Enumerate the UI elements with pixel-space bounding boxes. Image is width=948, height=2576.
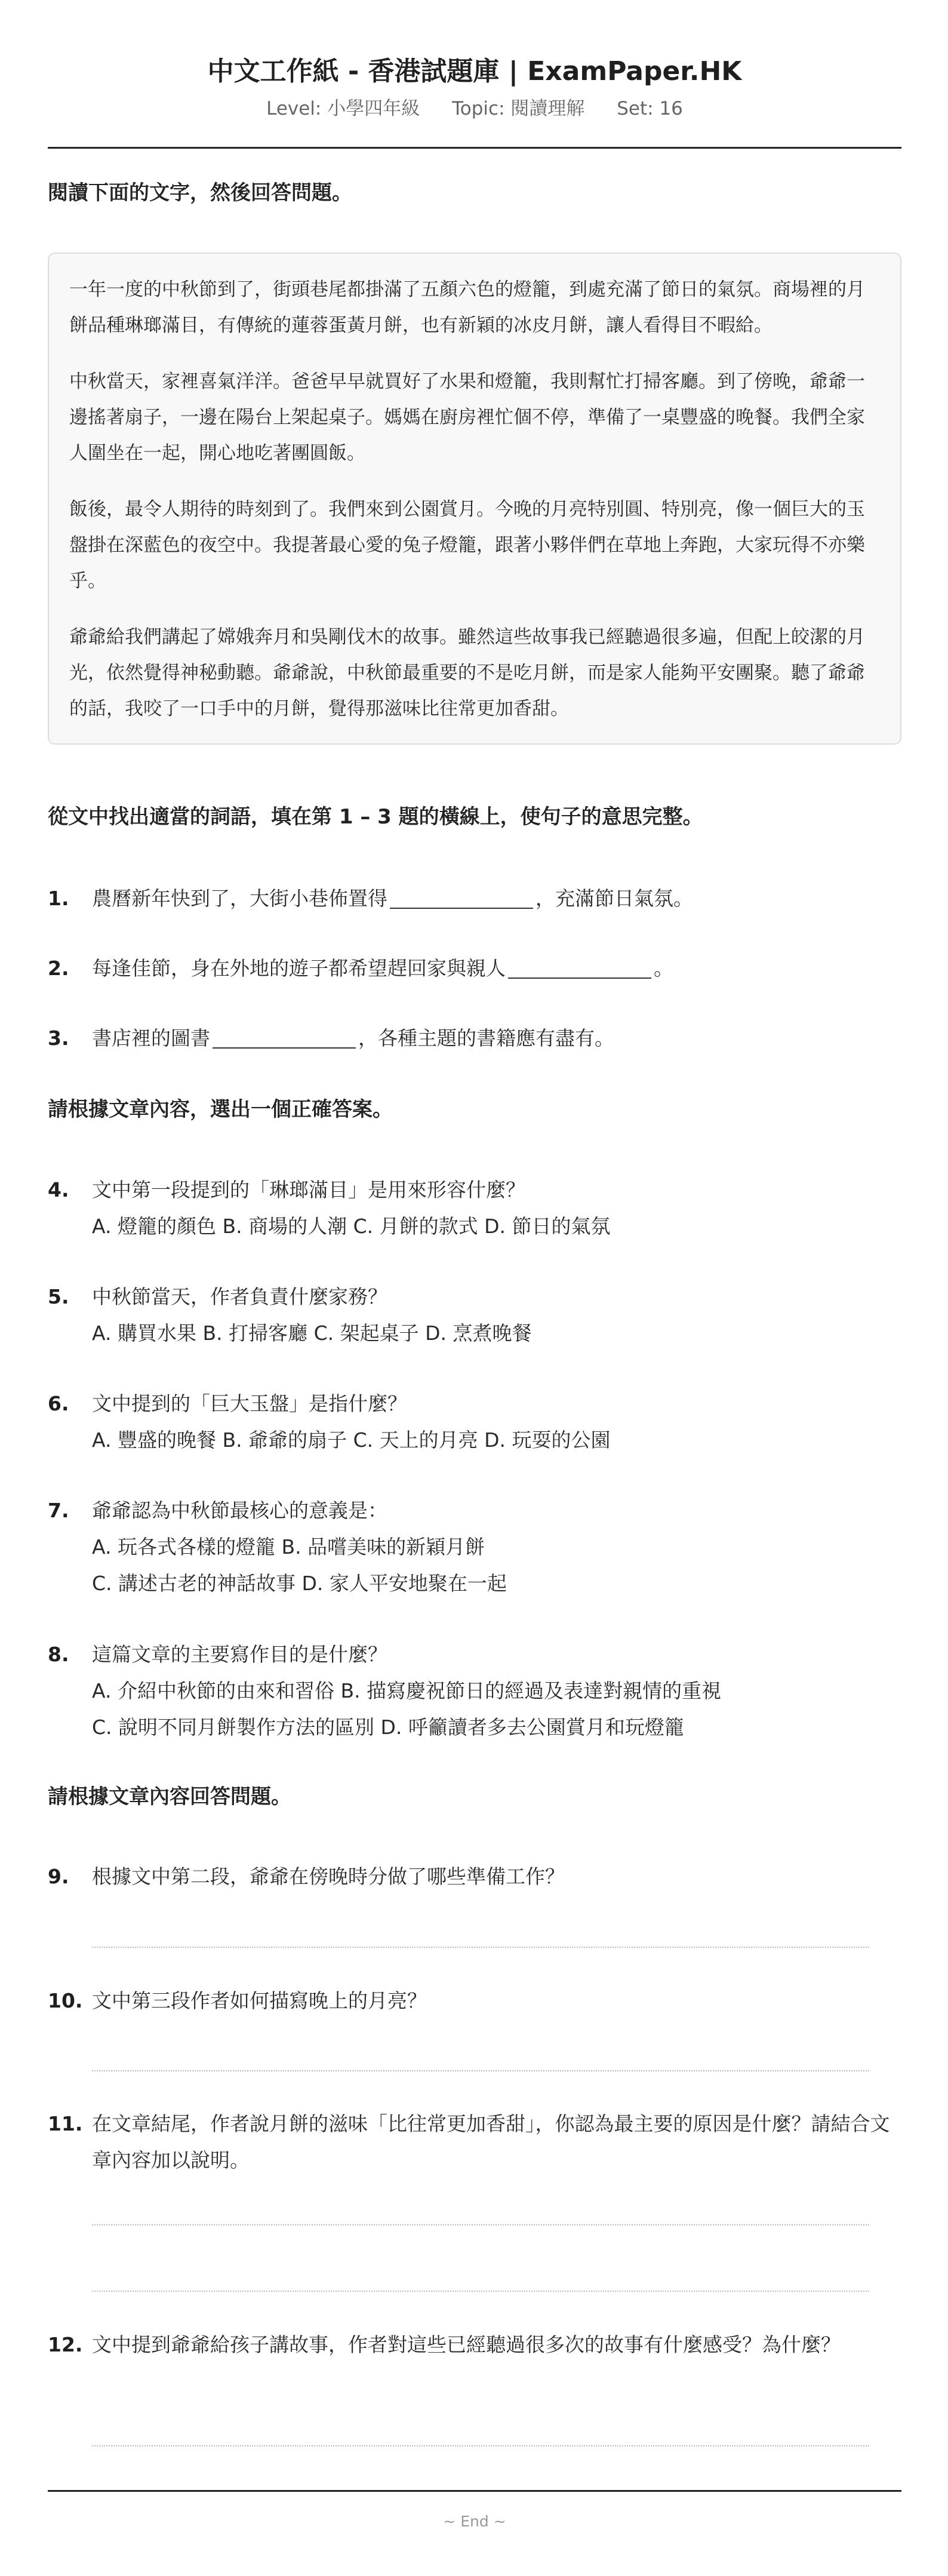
answer-line[interactable] <box>92 1947 869 1948</box>
answer-blank[interactable] <box>390 884 533 909</box>
worksheet-page <box>48 0 901 2530</box>
question-number: 11. <box>48 2112 83 2135</box>
question-text: 在文章結尾，作者說月餅的滋味「比往常更加香甜」，你認為最主要的原因是什麼？請結合文章內容加以說明。 <box>92 2112 890 2172</box>
answer-line[interactable] <box>92 2291 869 2292</box>
header-divider <box>48 147 901 149</box>
footer-divider <box>48 2490 901 2492</box>
answer-options: A. 燈籠的顏色 B. 商場的人潮 C. 月餅的款式 D. 節日的氣氛 <box>92 1215 611 1238</box>
answer-blank[interactable] <box>213 1023 356 1049</box>
answer-options: C. 講述古老的神話故事 D. 家人平安地聚在一起 <box>92 1572 507 1595</box>
question-number: 3. <box>48 1026 69 1050</box>
question-7 <box>48 1492 901 1601</box>
worksheet-header <box>48 0 901 121</box>
question-text: 文中提到的「巨大玉盤」是指什麼？ <box>92 1392 407 1415</box>
question-number: 6. <box>48 1392 69 1415</box>
set-label: Set: 16 <box>617 98 683 119</box>
question-text: 根據文中第二段，爺爺在傍晚時分做了哪些準備工作？ <box>92 1865 565 1888</box>
question-text: 文中第三段作者如何描寫晚上的月亮？ <box>92 1989 427 2012</box>
topic-label: Topic: 閱讀理解 <box>452 98 585 119</box>
question-number: 2. <box>48 957 69 980</box>
question-number: 8. <box>48 1643 69 1666</box>
answer-options: C. 說明不同月餅製作方法的區別 D. 呼籲讀者多去公園賞月和玩燈籠 <box>92 1716 684 1739</box>
passage-paragraph-2: 中秋當天，家裡喜氣洋洋。爸爸早早就買好了水果和燈籠，我則幫忙打掃客廳。到了傍晚，爺爺一邊搖著扇子，一邊在陽台上架起桌子。媽媽在廚房裡忙個不停，準備了一桌豐盛的晚餐。我們全家人圍坐在一起，開心地吃著團圓飯。 <box>69 371 865 464</box>
multiple-choice-instruction: 請根據文章內容，選出一個正確答案。 <box>48 1098 393 1121</box>
question-text: 文中提到爺爺給孩子講故事，作者對這些已經聽過很多次的故事有什麼感受？為什麼？ <box>92 2333 841 2356</box>
answer-options: A. 購買水果 B. 打掃客廳 C. 架起桌子 D. 烹煮晚餐 <box>92 1321 532 1345</box>
worksheet-meta <box>48 97 901 121</box>
question-text: 爺爺認為中秋節最核心的意義是： <box>92 1499 387 1522</box>
question-text: 這篇文章的主要寫作目的是什麼？ <box>92 1643 387 1666</box>
answer-options: A. 豐盛的晚餐 B. 爺爺的扇子 C. 天上的月亮 D. 玩耍的公園 <box>92 1428 611 1452</box>
reading-passage <box>48 253 901 745</box>
question-text: 。 <box>654 957 673 980</box>
answer-options: A. 介紹中秋節的由來和習俗 B. 描寫慶祝節日的經過及表達對親情的重視 <box>92 1679 722 1702</box>
question-text: 每逢佳節，身在外地的遊子都希望趕回家與親人 <box>92 957 506 980</box>
answer-options: A. 玩各式各樣的燈籠 B. 品嚐美味的新穎月餅 <box>92 1535 485 1558</box>
question-number: 12. <box>48 2333 83 2356</box>
short-answer-instruction: 請根據文章內容回答問題。 <box>48 1785 291 1809</box>
reading-instruction: 閱讀下面的文字，然後回答問題。 <box>48 181 352 205</box>
fill-in-instruction: 從文中找出適當的詞語，填在第 1 – 3 題的橫線上，使句子的意思完整。 <box>48 805 703 829</box>
question-3 <box>48 1020 901 1056</box>
passage-paragraph-4: 爺爺給我們講起了嫦娥奔月和吳剛伐木的故事。雖然這些故事我已經聽過很多遍，但配上皎潔的月光，依然覺得神秘動聽。爺爺說，中秋節最重要的不是吃月餅，而是家人能夠平安團聚。聽了爺爺的話，我咬了一口手中的月餅，覺得那滋味比往常更加香甜。 <box>69 626 865 720</box>
question-number: 4. <box>48 1178 69 1201</box>
question-8 <box>48 1636 901 1745</box>
answer-blank[interactable] <box>508 954 651 979</box>
question-12 <box>48 2326 901 2363</box>
page-title: 中文工作紙 - 香港試題庫 | ExamPaper.HK <box>207 56 742 87</box>
question-text: 文中第一段提到的「琳瑯滿目」是用來形容什麼？ <box>92 1178 525 1201</box>
question-number: 1. <box>48 887 69 910</box>
question-text: 中秋節當天，作者負責什麼家務？ <box>92 1285 387 1308</box>
question-1 <box>48 880 901 917</box>
question-text: 書店裡的圖書 <box>92 1026 210 1050</box>
question-number: 9. <box>48 1865 69 1888</box>
answer-line[interactable] <box>92 2224 869 2225</box>
question-number: 7. <box>48 1499 69 1522</box>
question-number: 5. <box>48 1285 69 1308</box>
answer-line[interactable] <box>92 2070 869 2071</box>
question-number: 10. <box>48 1989 83 2012</box>
question-10 <box>48 1982 901 2019</box>
question-5 <box>48 1278 901 1351</box>
question-11 <box>48 2105 901 2178</box>
question-2 <box>48 950 901 986</box>
end-marker: ~ End ~ <box>443 2513 506 2530</box>
level-label: Level: 小學四年級 <box>266 98 420 119</box>
question-9 <box>48 1858 901 1895</box>
question-text: ，充滿節日氣氛。 <box>535 887 693 910</box>
question-6 <box>48 1385 901 1458</box>
passage-paragraph-1: 一年一度的中秋節到了，街頭巷尾都掛滿了五顏六色的燈籠，到處充滿了節日的氣氛。商場裡的月餅品種琳瑯滿目，有傳統的蓮蓉蛋黃月餅，也有新穎的冰皮月餅，讓人看得目不暇給。 <box>69 279 865 336</box>
answer-line[interactable] <box>92 2445 869 2446</box>
passage-paragraph-3: 飯後，最令人期待的時刻到了。我們來到公園賞月。今晚的月亮特別圓、特別亮，像一個巨大的玉盤掛在深藍色的夜空中。我提著最心愛的兔子燈籠，跟著小夥伴們在草地上奔跑，大家玩得不亦樂乎。 <box>69 499 865 592</box>
question-text: ，各種主題的書籍應有盡有。 <box>358 1026 614 1050</box>
question-4 <box>48 1172 901 1244</box>
question-text: 農曆新年快到了，大街小巷佈置得 <box>92 887 387 910</box>
